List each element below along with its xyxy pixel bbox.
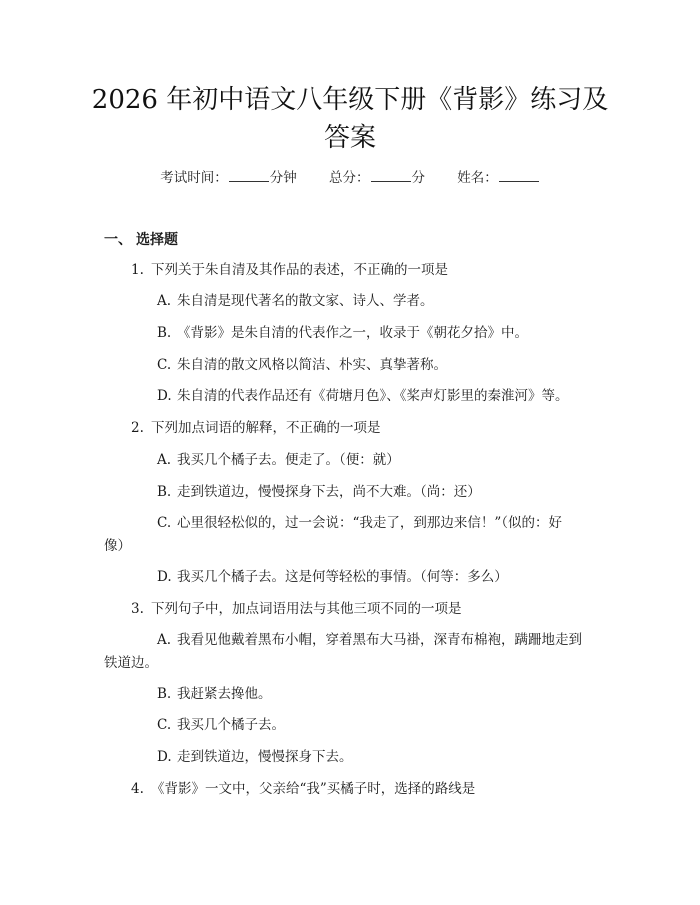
exam-time-unit: 分钟 [269,170,297,186]
option-label: B. [157,686,172,702]
option-label: B. [157,484,172,500]
question-number: 3. [131,601,144,617]
question-4 [131,779,475,799]
total-score-label: 总分： [329,170,370,186]
student-name-label: 姓名： [457,170,498,186]
section-number: 一、 [104,232,132,248]
option-text: 朱自清的代表作品还有《荷塘月色》、《桨声灯影里的秦淮河》等。 [177,388,569,404]
question-text: 下列句子中，加点词语用法与其他三项不同的一项是 [151,601,462,617]
question-2-option-d [157,567,508,587]
question-3-option-b [157,684,272,704]
exam-time [160,166,297,186]
question-number: 1. [131,262,144,278]
option-label: C. [157,717,172,733]
question-2-option-c [157,513,562,533]
question-3-option-a-continued: 铁道边。 [104,655,158,671]
question-text: 下列加点词语的解释，不正确的一项是 [151,420,381,436]
option-text: 心里很轻松似的，过一会说：“我走了，到那边来信！”（似的：好 [177,515,563,531]
question-text: 下列关于朱自清及其作品的表述，不正确的一项是 [151,262,448,278]
section-title: 选择题 [136,232,178,248]
question-1-option-b [157,323,528,343]
question-3-option-a [157,630,582,650]
student-name [457,166,540,186]
option-text: 朱自清的散文风格以简洁、朴实、真挚著称。 [177,357,447,373]
option-label: A. [157,293,172,309]
option-text: 我看见他戴着黑布小帽，穿着黑布大马褂，深青布棉袍，蹒跚地走到 [177,632,582,648]
option-label: D. [157,569,172,585]
option-text: 朱自清是现代著名的散文家、诗人、学者。 [177,293,434,309]
question-number: 2. [131,420,144,436]
option-text: 我买几个橘子去。便走了。（便：就） [177,452,400,468]
question-1 [131,260,448,280]
option-label: D. [157,749,172,765]
question-3-option-c [157,715,285,735]
page-title-line-2: 答案 [323,123,376,153]
page-title-line-1: 2026 年初中语文八年级下册《背影》练习及 [91,85,609,115]
option-label: B. [157,325,172,341]
question-2-option-a [157,450,400,470]
option-label: C. [157,357,172,373]
question-3-option-d [157,747,353,767]
section-heading [104,229,178,249]
question-1-option-a [157,291,434,311]
question-text: 《背影》一文中，父亲给“我”买橘子时，选择的路线是 [151,781,476,797]
question-1-option-c [157,355,447,375]
option-label: C. [157,515,172,531]
question-1-option-d [157,386,569,406]
option-text: 走到铁道边，慢慢探身下去，尚不大难。（尚：还） [177,484,481,500]
exam-info [0,166,700,186]
total-score-unit: 分 [411,170,425,186]
total-score [329,166,425,186]
option-label: A. [157,452,172,468]
question-3 [131,599,462,619]
question-number: 4. [131,781,144,797]
question-2-option-c-continued: 像） [104,538,131,554]
option-text: 我买几个橘子去。这是何等轻松的事情。（何等：多么） [177,569,508,585]
total-score-blank[interactable] [371,168,411,182]
option-text: 《背影》是朱自清的代表作之一，收录于《朝花夕拾》中。 [177,325,528,341]
student-name-blank[interactable] [499,168,539,182]
exam-time-label: 考试时间： [160,170,228,186]
exam-time-blank[interactable] [229,168,269,182]
option-label: A. [157,632,172,648]
question-2-option-b [157,482,481,502]
question-2 [131,418,381,438]
option-label: D. [157,388,172,404]
option-text: 走到铁道边，慢慢探身下去。 [177,749,353,765]
option-text: 我赶紧去搀他。 [177,686,272,702]
option-text: 我买几个橘子去。 [177,717,285,733]
